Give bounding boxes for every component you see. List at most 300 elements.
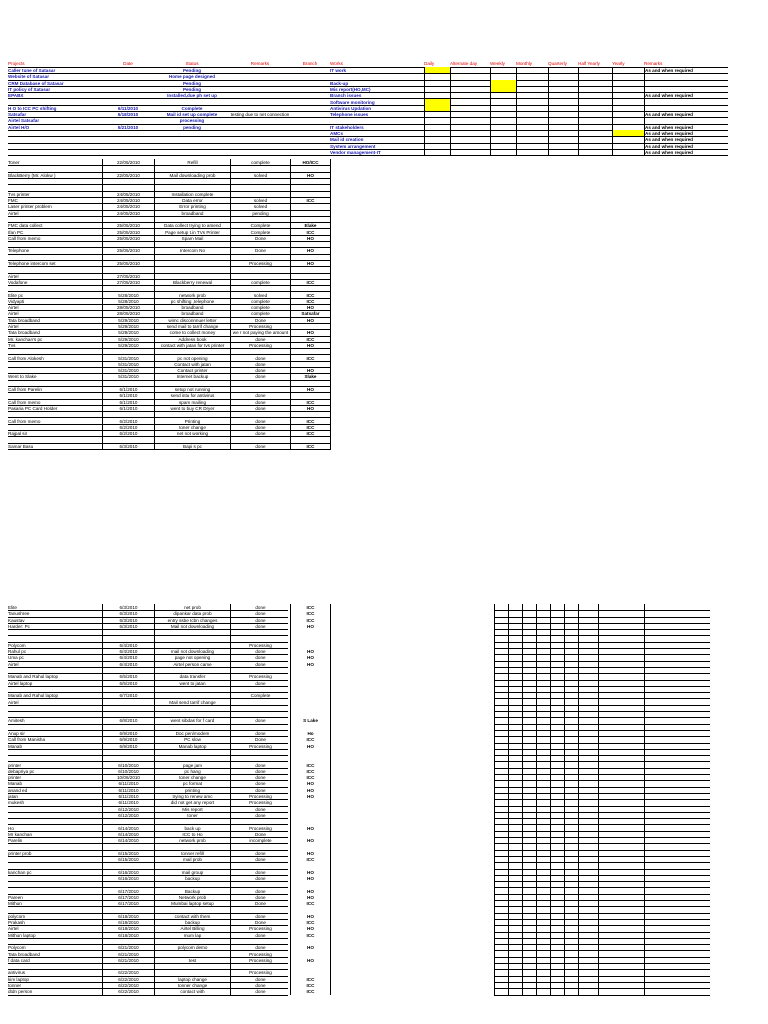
log-name: kanchan pc — [8, 869, 32, 875]
work-item: Vendor management-IT — [330, 149, 381, 155]
log-branch: ICC — [290, 298, 330, 305]
log-name: Call from memo — [8, 399, 41, 405]
project-name: EPABX — [8, 93, 24, 99]
log-status: Refill — [154, 159, 230, 166]
log-remarks: done — [230, 932, 290, 939]
log-date: 6/11/2010 — [102, 787, 154, 794]
log-remarks: Complete — [230, 222, 290, 229]
log-remarks: done — [230, 856, 290, 863]
column-header: Daily — [424, 61, 435, 66]
log-status: data transfer — [154, 673, 230, 680]
log-date: 6/22/2010 — [102, 976, 154, 983]
log-remarks: complete — [230, 279, 290, 286]
log-remarks: done — [230, 812, 290, 819]
log-date: 6/11/2010 — [102, 780, 154, 787]
log-remarks: done — [230, 654, 290, 661]
log-date: 6/2/2010 — [102, 430, 154, 437]
log-remarks: complete — [230, 298, 290, 305]
log-status: Bapi s pc — [154, 443, 230, 450]
log-date: 6/16/2010 — [102, 875, 154, 882]
log-remarks: done — [230, 717, 290, 724]
log-name: Airtel laptop — [8, 680, 33, 686]
column-header: Remarks — [644, 61, 663, 66]
log-date: 25/05/2010 — [102, 235, 154, 242]
log-status: Network prob — [154, 894, 230, 901]
log-name: Manab and Rahul laptop — [8, 693, 59, 699]
log-branch: ICC — [290, 443, 330, 450]
log-remarks: complete — [230, 159, 290, 166]
work-item: AMCs — [330, 131, 344, 136]
log-remarks: done — [230, 894, 290, 901]
frequency-remark: As and when required — [644, 136, 708, 143]
work-item: Mis report(HO,MC) — [330, 86, 371, 92]
log-date: 6/7/2010 — [102, 692, 154, 699]
log-branch: ICC — [290, 932, 330, 939]
log-status: pc not opening — [154, 355, 230, 362]
log-name: Polycom — [8, 642, 26, 648]
project-status: Pending — [182, 80, 202, 86]
log-date: 24/05/2010 — [102, 203, 154, 210]
log-status: Data error — [154, 197, 230, 204]
log-branch: HO — [290, 894, 330, 901]
log-remarks: done — [230, 988, 290, 995]
log-status: entry ssbe tcbn changes — [154, 617, 230, 624]
project-name: Caller tune of Satasar — [8, 68, 56, 73]
log-name: Call from Parelin — [8, 387, 42, 392]
log-name: Airtel — [8, 699, 19, 705]
log-remarks: done — [230, 430, 290, 437]
log-name: dtdn person — [8, 989, 33, 995]
log-date: 6/14/2010 — [102, 837, 154, 844]
log-name: Elite pc — [8, 292, 24, 298]
sheet-page-2 — [8, 604, 768, 1024]
log-status: mum lap — [154, 932, 230, 939]
log-branch: ICC — [290, 336, 330, 343]
log-status: mail group — [154, 869, 230, 876]
log-name: Tvs — [8, 342, 16, 348]
log-name: Pasaria PC Card Holder — [8, 405, 58, 411]
project-status: pending — [183, 124, 201, 130]
grid-line — [8, 155, 728, 156]
frequency-remark: As and when required — [644, 130, 708, 137]
log-remarks: done — [230, 610, 290, 617]
log-date: 6/22/2010 — [102, 982, 154, 989]
log-branch: ICC — [290, 229, 330, 236]
log-branch: HO — [290, 957, 330, 964]
log-name: Vodafone — [8, 279, 28, 285]
log-status: test — [154, 957, 230, 964]
log-branch: HO — [290, 793, 330, 800]
log-status: Data collect trying to amend — [154, 222, 230, 229]
grid-edge — [330, 443, 331, 450]
log-name: Airtel — [8, 210, 19, 216]
log-name: Mithun — [8, 901, 22, 907]
log-name: Rajpal sir — [8, 431, 28, 437]
log-status: Doc pen/modem — [154, 730, 230, 737]
log-remarks: done — [230, 806, 290, 813]
log-date: 6/9/2010 — [102, 730, 154, 737]
log-branch: ICC — [290, 988, 330, 995]
log-branch: HO — [290, 405, 330, 412]
frequency-remark: As and when required — [644, 67, 708, 74]
log-status: tonner refill — [154, 850, 230, 857]
log-branch: HO — [290, 623, 330, 630]
log-status: Contact printer — [154, 367, 230, 374]
log-branch: HO — [290, 304, 330, 311]
log-status: printing — [154, 787, 230, 794]
log-name: Prakash — [8, 920, 25, 925]
log-status: pc format — [154, 780, 230, 787]
log-date: 6/18/2010 — [102, 913, 154, 920]
log-date: 6/3/2010 — [102, 610, 154, 617]
log-date: 6/5/2010 — [102, 680, 154, 687]
log-branch: ICC — [290, 399, 330, 406]
log-name: tonner — [8, 983, 22, 988]
project-name: Airtel Satsafar — [8, 118, 40, 124]
log-date: 25/05/2010 — [102, 260, 154, 267]
log-branch: ICC — [290, 856, 330, 863]
log-status: page not opening — [154, 654, 230, 661]
log-remarks: Processing — [230, 743, 290, 750]
log-status: went to jatan — [154, 680, 230, 687]
log-remarks: Done — [230, 919, 290, 926]
project-date: 5/21/2010 — [117, 124, 139, 130]
log-name: Call from Manisha — [8, 737, 46, 743]
log-branch: HO — [290, 850, 330, 857]
log-date: 25/05/2010 — [102, 222, 154, 229]
log-date: 22/05/2010 — [102, 172, 154, 179]
log-date: 6/9/2010 — [102, 743, 154, 750]
log-status: ICC to Ho — [154, 831, 230, 838]
project-status: Complete — [181, 105, 203, 111]
log-remarks: Processing — [230, 793, 290, 800]
grid-edge — [330, 988, 331, 995]
log-branch: ICC — [290, 604, 330, 611]
log-date: 25/05/2010 — [102, 247, 154, 254]
log-remarks: Processing — [230, 673, 290, 680]
log-branch: ICC — [290, 197, 330, 204]
log-date: 6/21/2010 — [102, 957, 154, 964]
log-branch: HO — [290, 172, 330, 179]
log-date: 6/17/2010 — [102, 900, 154, 907]
project-name: IT policy of Satasar — [8, 86, 51, 92]
log-name: antivirus — [8, 970, 26, 976]
log-status: backup — [154, 875, 230, 882]
log-remarks: done — [230, 768, 290, 775]
log-name: Mithun laptop — [8, 932, 36, 938]
work-item: Telephone issues — [330, 112, 369, 118]
log-branch: ICC — [290, 900, 330, 907]
log-remarks: done — [230, 361, 290, 368]
grid-line — [8, 449, 330, 450]
log-date: 6/4/2010 — [102, 654, 154, 661]
log-remarks: done — [230, 424, 290, 431]
log-date: 6/1/2010 — [102, 386, 154, 393]
log-name: mukesh — [8, 800, 25, 806]
log-name: Mr. kanchan's pc — [8, 336, 43, 342]
log-branch: HO — [290, 317, 330, 324]
log-remarks: done — [230, 875, 290, 882]
log-date: 5/29/2010 — [102, 317, 154, 324]
log-remarks: Complete — [230, 692, 290, 699]
log-date: 6/22/2010 — [102, 969, 154, 976]
log-remarks: Processing — [230, 342, 290, 349]
log-name: Laser printer problem — [8, 204, 52, 210]
log-status: toner change — [154, 774, 230, 781]
log-name: Tvs printer — [8, 191, 30, 197]
work-item: Back-up — [330, 80, 349, 86]
project-name: Website of Satasar — [8, 74, 50, 80]
log-date: 6/16/2010 — [102, 869, 154, 876]
log-name: Manab — [8, 781, 23, 787]
log-date: 28/05/2010 — [102, 304, 154, 311]
log-date: 6/18/2010 — [102, 925, 154, 932]
log-date: 5/29/2010 — [102, 329, 154, 336]
log-status: Blackberry renewal — [154, 279, 230, 286]
log-remarks: Processing — [230, 799, 290, 806]
log-date: 6/1/2010 — [102, 392, 154, 399]
log-status: back up — [154, 825, 230, 832]
log-date: 25/05/2010 — [102, 229, 154, 236]
log-status: Installation complete — [154, 191, 230, 198]
project-status: processing — [179, 118, 205, 124]
log-status: Mumbai laptop setup — [154, 900, 230, 907]
log-branch: HO — [290, 329, 330, 336]
log-date: 6/1/2010 — [102, 399, 154, 406]
log-status: Manab laptop — [154, 743, 230, 750]
log-date: 5/31/2010 — [102, 355, 154, 362]
log-remarks: done — [230, 661, 290, 668]
log-branch: HO — [290, 944, 330, 951]
log-name: Polycom — [8, 945, 26, 951]
column-header: Monthly — [516, 61, 533, 66]
log-remarks: done — [230, 336, 290, 343]
project-status: Pending — [182, 86, 202, 92]
log-date: 5/31/2010 — [102, 367, 154, 374]
log-date: 6/3/2010 — [102, 604, 154, 611]
log-branch: ICC — [290, 355, 330, 362]
project-status: Home page designed — [168, 74, 216, 80]
log-date: 6/21/2010 — [102, 944, 154, 951]
log-remarks: Processing — [230, 642, 290, 649]
log-remarks: Done — [230, 736, 290, 743]
log-branch: HO — [290, 367, 330, 374]
log-branch: HO — [290, 925, 330, 932]
log-branch: ICC — [290, 762, 330, 769]
log-date: 6/9/2010 — [102, 736, 154, 743]
column-header: Remarks — [250, 61, 270, 66]
log-name: Airtel — [8, 661, 19, 667]
log-remarks: done — [230, 913, 290, 920]
log-name: BlackBerry (Mr. Alokw ) — [8, 172, 56, 178]
grid-line — [494, 995, 710, 996]
log-name: Tata broadband — [8, 330, 40, 336]
log-date: 22/05/2010 — [102, 159, 154, 166]
work-item: Software monitoring — [330, 99, 375, 105]
log-branch: HO — [290, 913, 330, 920]
log-date: 6/10/2010 — [102, 762, 154, 769]
log-branch: ICC — [290, 610, 330, 617]
log-status: come to collect money — [154, 329, 230, 336]
log-date: 6/4/2010 — [102, 661, 154, 668]
log-branch: ICC — [290, 430, 330, 437]
log-name: f data card — [8, 957, 30, 963]
log-remarks: done — [230, 982, 290, 989]
log-remarks: done — [230, 399, 290, 406]
log-status: trying to renew amc — [154, 793, 230, 800]
log-branch: ICC — [290, 617, 330, 624]
log-status: toner — [154, 812, 230, 819]
log-name: Kaustav — [8, 617, 25, 623]
log-date: 24/05/2010 — [102, 210, 154, 217]
log-remarks: Processing — [230, 951, 290, 958]
log-remarks: we r not paying the amount — [230, 329, 290, 336]
frequency-remark: As and when required — [644, 111, 708, 118]
log-remarks: done — [230, 367, 290, 374]
log-remarks: solved — [230, 292, 290, 299]
log-status: PC slow — [154, 736, 230, 743]
log-status: Mail not downloading — [154, 623, 230, 630]
log-date: 5/29/2010 — [102, 336, 154, 343]
log-remarks: done — [230, 373, 290, 380]
log-status: Address book — [154, 336, 230, 343]
log-status: Contact with jatan — [154, 361, 230, 368]
log-remarks: Done — [230, 831, 290, 838]
log-branch: HO — [290, 661, 330, 668]
log-date: 6/22/2010 — [102, 988, 154, 995]
column-header: Alternate day — [450, 61, 478, 66]
log-name: polycom — [8, 913, 26, 919]
log-status: went to buy CR Dryer — [154, 405, 230, 412]
log-name: printer — [8, 762, 22, 768]
log-remarks: Done — [230, 900, 290, 907]
sheet-page-1 — [8, 60, 768, 480]
log-status: Page setup t.in TVs Printer — [154, 229, 230, 236]
log-date: 10/06/2010 — [102, 774, 154, 781]
log-name: Mr kanchan — [8, 831, 33, 837]
log-status: laptop change — [154, 976, 230, 983]
log-date: 6/5/2010 — [102, 673, 154, 680]
log-remarks: done — [230, 392, 290, 399]
log-status: backup — [154, 919, 230, 926]
log-name: Airtel — [8, 324, 19, 329]
work-item: Mail id creation — [330, 137, 364, 143]
log-name: Toner — [8, 160, 20, 166]
log-status: Error printing — [154, 203, 230, 210]
project-date: 5/18/2010 — [117, 112, 139, 118]
log-name: Ifan PC — [8, 229, 24, 235]
log-remarks: done — [230, 888, 290, 895]
log-name: Tata broadband — [8, 951, 40, 957]
log-status: contact with them — [154, 913, 230, 920]
log-branch: Elake — [290, 222, 330, 229]
column-header: Half Yearly — [578, 61, 600, 66]
log-name: Airtel — [8, 926, 19, 932]
log-date: 27/05/2010 — [102, 273, 154, 280]
project-status: Installed,due ph set up — [167, 93, 217, 99]
log-date: 6/2/2010 — [102, 418, 154, 425]
log-remarks: Done — [230, 317, 290, 324]
log-date: 6/12/2010 — [102, 806, 154, 813]
log-remarks: complete — [230, 304, 290, 311]
log-remarks: done — [230, 780, 290, 787]
log-date: 5/28/2010 — [102, 292, 154, 299]
log-branch: ICC — [290, 736, 330, 743]
column-header: Status — [185, 61, 199, 66]
column-header: Yearly — [612, 61, 625, 66]
log-date: 6/15/2010 — [102, 856, 154, 863]
log-status: Internet backup — [154, 373, 230, 380]
log-status: tonner change — [154, 982, 230, 989]
log-date: 6/18/2010 — [102, 919, 154, 926]
log-status: network prob — [154, 292, 230, 299]
log-status: setup not running — [154, 386, 230, 393]
log-name: FMC data collect — [8, 223, 43, 229]
log-name: Amitesh — [8, 718, 25, 724]
log-name: Airtel — [8, 273, 19, 279]
log-date: 6/10/2010 — [102, 768, 154, 775]
log-name: Samar Basu — [8, 443, 34, 449]
log-branch: HO — [290, 787, 330, 794]
log-branch: ICC — [290, 976, 330, 983]
log-remarks: Processing — [230, 957, 290, 964]
log-date: 5/31/2010 — [102, 373, 154, 380]
log-status: send intu for antivirus — [154, 392, 230, 399]
log-branch: Ho — [290, 730, 330, 737]
log-name: FMC — [8, 198, 18, 203]
log-date: 6/12/2010 — [102, 812, 154, 819]
log-remarks: solved — [230, 197, 290, 204]
log-date: 6/11/2010 — [102, 799, 154, 806]
log-date: 6/11/2010 — [102, 793, 154, 800]
column-header: Date — [123, 61, 133, 66]
log-date: 6/17/2010 — [102, 888, 154, 895]
work-item: Antivirus Updation — [330, 105, 372, 111]
log-branch: HO — [290, 825, 330, 832]
log-name: Call from memo — [8, 418, 41, 424]
work-item: System arrangement — [330, 143, 376, 149]
log-date: 6/15/2010 — [102, 850, 154, 857]
log-remarks: done — [230, 418, 290, 425]
grid-line — [8, 995, 288, 996]
log-branch: HO — [290, 869, 330, 876]
log-status: network prob — [154, 837, 230, 844]
log-branch: ICC — [290, 768, 330, 775]
log-branch: S Lake — [290, 717, 330, 724]
log-date: 6/14/2010 — [102, 831, 154, 838]
log-name: Went to Slake — [8, 374, 37, 380]
log-date: 6/17/2010 — [102, 894, 154, 901]
log-status: polycom demo — [154, 944, 230, 951]
project-remarks: testing due to net connection — [230, 112, 290, 118]
log-remarks: Done — [230, 247, 290, 254]
log-name: Manab — [8, 743, 23, 749]
log-name: Anup sir — [8, 731, 25, 736]
log-name: jatan — [8, 794, 18, 799]
log-name: Call from Alokesh — [8, 355, 44, 361]
log-status: pc shifting ,telephone — [154, 298, 230, 305]
log-name: Ho — [8, 825, 14, 831]
log-name: printer — [8, 775, 22, 781]
log-remarks: done — [230, 774, 290, 781]
log-date: 6/4/2010 — [102, 648, 154, 655]
log-branch: HO — [290, 837, 330, 844]
log-name: anand ed — [8, 787, 28, 793]
project-name: CRM Database of Satasar — [8, 80, 64, 86]
log-remarks: Processing — [230, 969, 290, 976]
log-status: dipankar data prob — [154, 610, 230, 617]
log-name: Telephone — [8, 248, 30, 254]
